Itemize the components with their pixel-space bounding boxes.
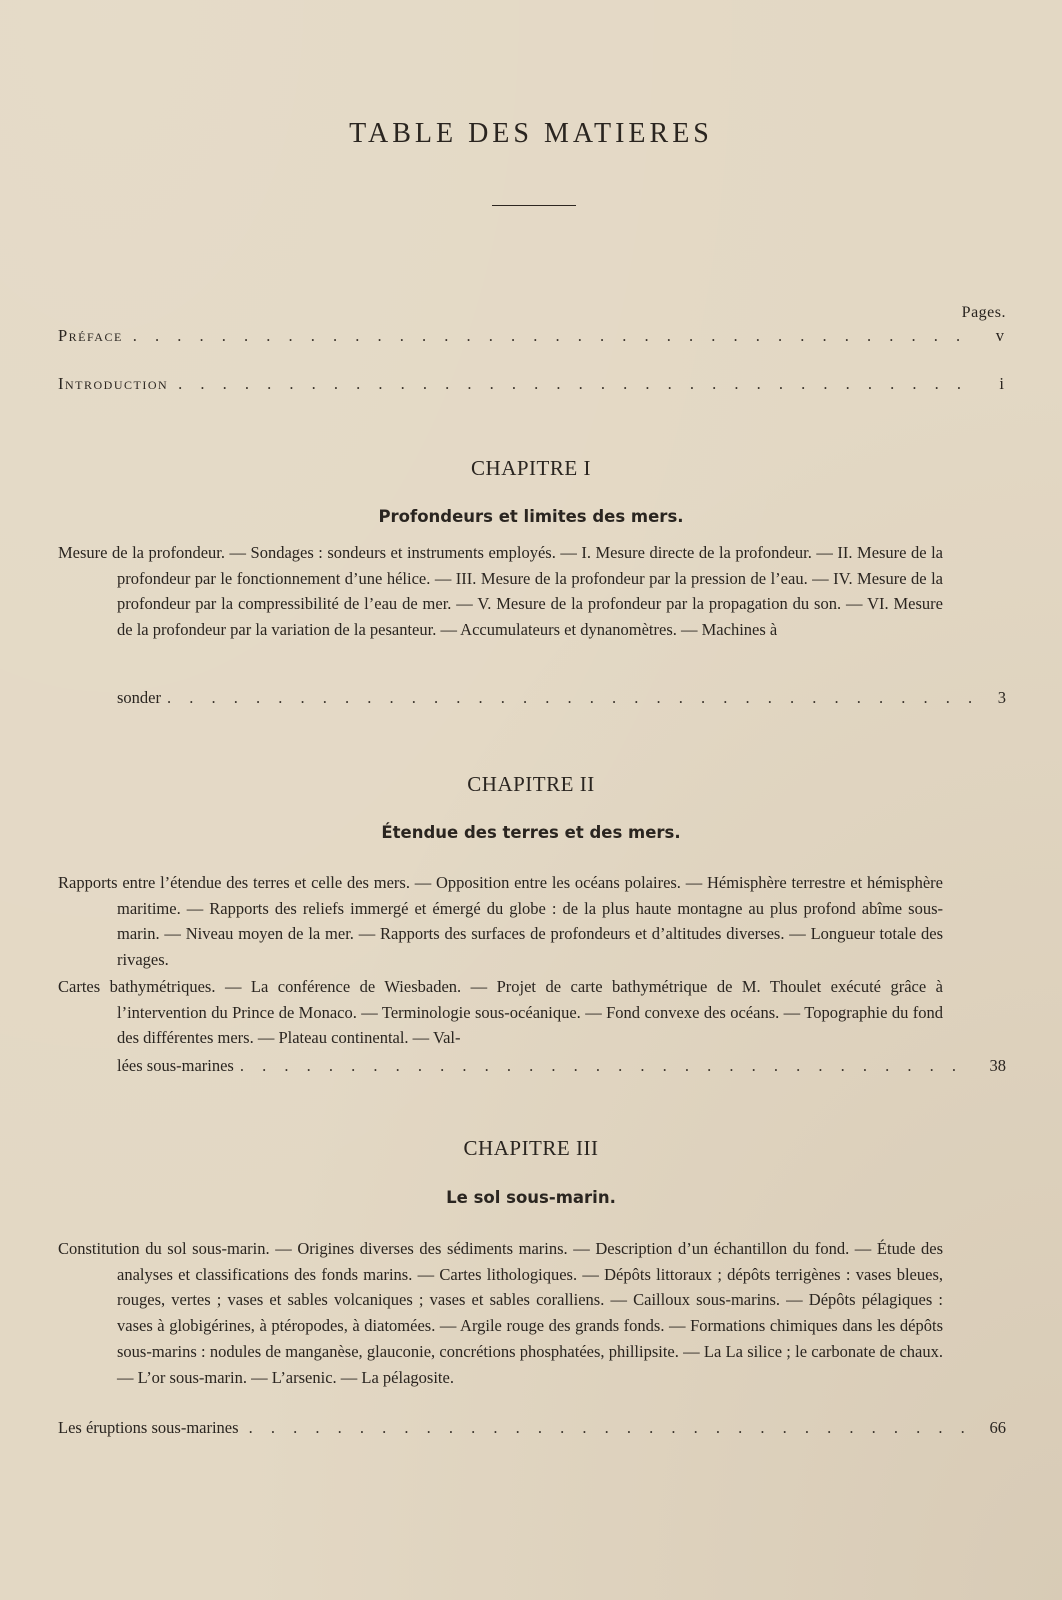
toc-page-number: 38 (989, 1056, 1006, 1075)
chapter-entry-text: Rapports entre l’étendue des terres et celle des mers. — Opposition entre les océans polaires. — Hémisphère terrestre et hémisphère maritime. — Rapports des reliefs immergé et émergé du globe : de la plus haute montagne au plus profond abîme sous-marin. — Niveau moyen de la mer. — Rapports des surfaces de profondeurs et d’altitudes diverses. — Longueur totale des rivages. (58, 873, 943, 970)
leader-dots (167, 688, 974, 708)
chapter-subtitle: Étendue des terres et des mers. (381, 823, 681, 842)
chapter-subtitle: Le sol sous-marin. (446, 1188, 616, 1207)
pages-column-label: Pages. (961, 304, 1006, 321)
page-title: TABLE DES MATIERES (349, 118, 713, 149)
toc-entry-preface (58, 326, 1004, 346)
toc-page-number: i (999, 374, 1004, 393)
leader-dots (249, 1418, 974, 1438)
leader-dots (133, 326, 972, 346)
entry-last-words: lées sous-marines (117, 1056, 234, 1075)
leader-dots (240, 1056, 974, 1076)
chapter-entry-text: Constitution du sol sous-marin. — Origines diverses des sédiments marins. — Description d’un échantillon du fond. — Étude des analyses et classifications des fonds marins. — Cartes lithologiques. — Dépôts littoraux ; dépôts terrigènes : vases bleues, rouges, vertes ; vases et sables volcaniques ; vases et sables coralliens. — Cailloux sous-marins. — Dépôts pélagiques : vases à globigérines, à ptéropodes, à diatomées. — Argile rouge des grands fonds. — Formations chimiques dans les dépôts sous-marins : nodules de manganèse, glauconie, concrétions phosphatées, phillipsite. — La La silice ; le carbonate de chaux. — L’or sous-marin. — L’arsenic. — La pélagosite. (58, 1239, 943, 1387)
chapter-entry-text: Mesure de la profondeur. — Sondages : sondeurs et instruments employés. — I. Mesure directe de la profondeur. — II. Mesure de la profondeur par le fonctionnement d’une hélice. — III. Mesure de la profondeur par la pression de l’eau. — IV. Mesure de la profondeur par la compressibilité de l’eau de mer. — V. Mesure de la profondeur par la propagation du son. — VI. Mesure de la profondeur par la variation de la pesanteur. — Accumulateurs et dynanomètres. — Machines à (58, 543, 943, 640)
chapter-subtitle: Profondeurs et limites des mers. (378, 507, 684, 526)
entry-last-words: sonder (117, 688, 161, 707)
toc-entry-label: Introduction (58, 374, 169, 393)
chapter-heading: CHAPITRE III (463, 1136, 599, 1160)
toc-page-number: 66 (989, 1418, 1006, 1437)
chapter-entry-last-line (117, 1056, 1006, 1076)
chapter-entry-text: Cartes bathymétriques. — La conférence de Wiesbaden. — Projet de carte bathymétrique de M. Thoulet exécuté grâce à l’intervention du Prince de Monaco. — Terminologie sous-océanique. — Fond convexe des océans. — Topographie du fond des différentes mers. — Plateau continental. — Val- (58, 977, 943, 1048)
chapter-heading: CHAPITRE I (471, 456, 591, 480)
chapter-heading: CHAPITRE II (467, 772, 595, 796)
chapter-entry-last-line (117, 688, 1006, 708)
toc-page-number: v (995, 326, 1004, 345)
toc-page-number: 3 (997, 688, 1006, 707)
toc-entry-eruptions (58, 1418, 1006, 1438)
leader-dots (178, 374, 972, 394)
toc-entry-label: Les éruptions sous-marines (58, 1418, 239, 1437)
title-rule (492, 205, 576, 206)
toc-entry-introduction (58, 374, 1004, 394)
toc-entry-label: Préface (58, 326, 123, 345)
